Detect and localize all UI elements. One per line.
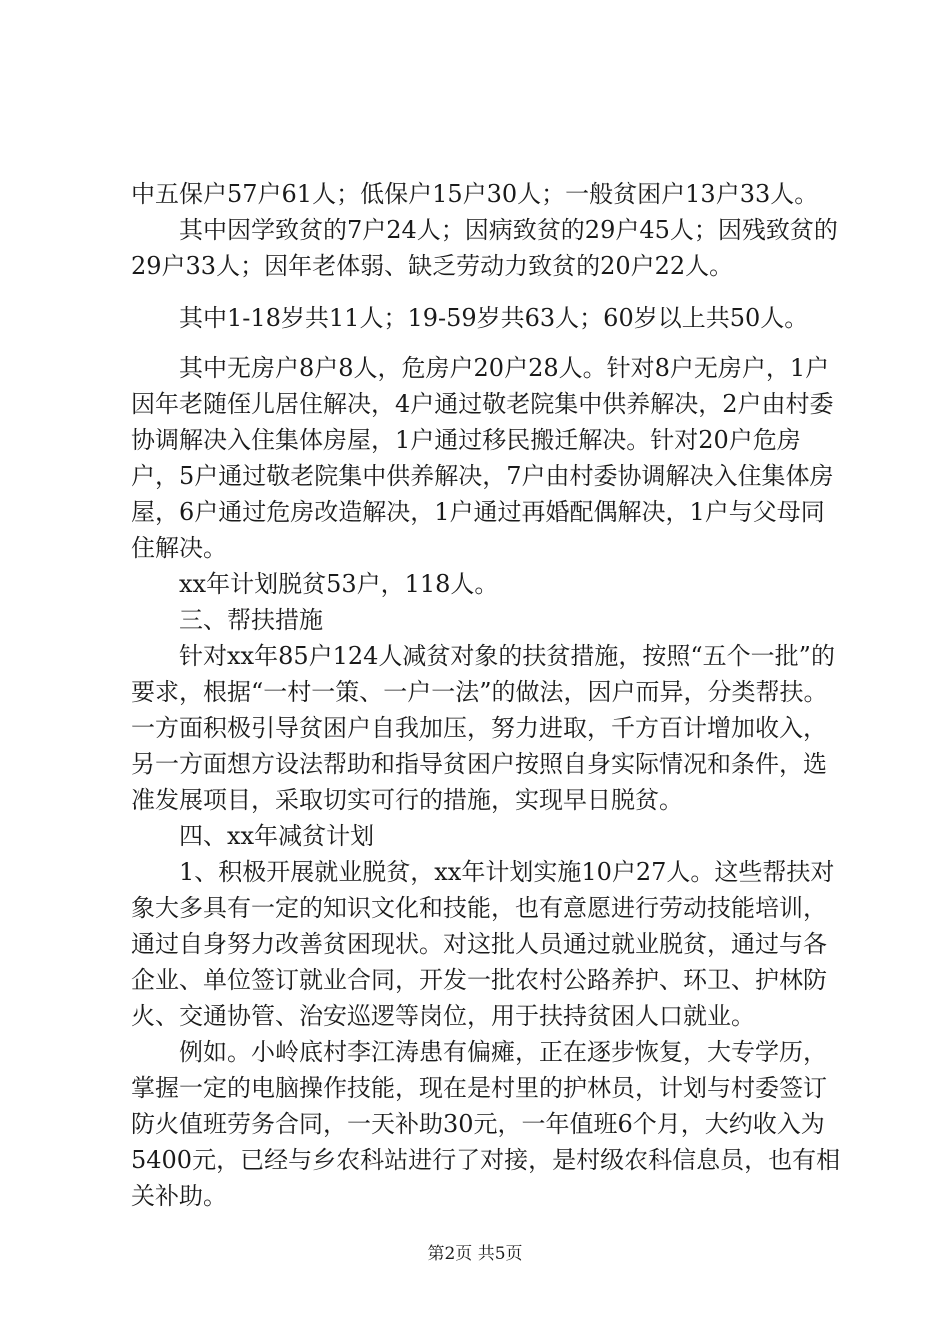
- page-footer: 第2页 共5页: [427, 1244, 523, 1264]
- paragraph-poverty-households: 中五保户57户61人；低保户15户30人；一般贫困户13户33人。: [131, 180, 819, 208]
- section-heading-measures: 三、帮扶措施: [131, 606, 323, 634]
- document-body: [131, 176, 847, 1214]
- paragraph-poverty-plan: xx年计划脱贫53户，118人。: [131, 570, 499, 598]
- paragraph-measures: 针对xx年85户124人减贫对象的扶贫措施，按照“五个一批”的要求，根据“一村一策、一户一法”的做法，因户而异，分类帮扶。一方面积极引导贫困户自我加压，努力进取，千方百计增加收入，另一方面想方设法帮助和指导贫困户按照自身实际情况和条件，选准发展项目，采取切实可行的措施，实现早日脱贫。: [131, 642, 835, 814]
- paragraph-age-distribution: 其中1-18岁共11人；19-59岁共63人；60岁以上共50人。: [131, 304, 809, 332]
- section-heading-reduction-plan: 四、xx年减贫计划: [131, 822, 375, 850]
- paragraph-poverty-causes: 其中因学致贫的7户24人；因病致贫的29户45人；因残致贫的29户33人；因年老体弱、缺乏劳动力致贫的20户22人。: [131, 216, 838, 280]
- paragraph-employment: 1、积极开展就业脱贫，xx年计划实施10户27人。这些帮扶对象大多具有一定的知识文化和技能，也有意愿进行劳动技能培训，通过自身努力改善贫困现状。对这批人员通过就业脱贫，通过与各企业、单位签订就业合同，开发一批农村公路养护、环卫、护林防火、交通协管、治安巡逻等岗位，用于扶持贫困人口就业。: [131, 858, 835, 1030]
- paragraph-housing: 其中无房户8户8人，危房户20户28人。针对8户无房户，1户因年老随侄儿居住解决，4户通过敬老院集中供养解决，2户由村委协调解决入住集体房屋，1户通过移民搬迁解决。针对20户危房户，5户通过敬老院集中供养解决，7户由村委协调解决入住集体房屋，6户通过危房改造解决，1户通过再婚配偶解决，1户与父母同住解决。: [131, 354, 834, 562]
- paragraph-example: 例如。小岭底村李江涛患有偏瘫，正在逐步恢复，大专学历，掌握一定的电脑操作技能，现在是村里的护林员，计划与村委签订防火值班劳务合同，一天补助30元，一年值班6个月，大约收入为5400元，已经与乡农科站进行了对接，是村级农科信息员，也有相关补助。: [131, 1038, 841, 1210]
